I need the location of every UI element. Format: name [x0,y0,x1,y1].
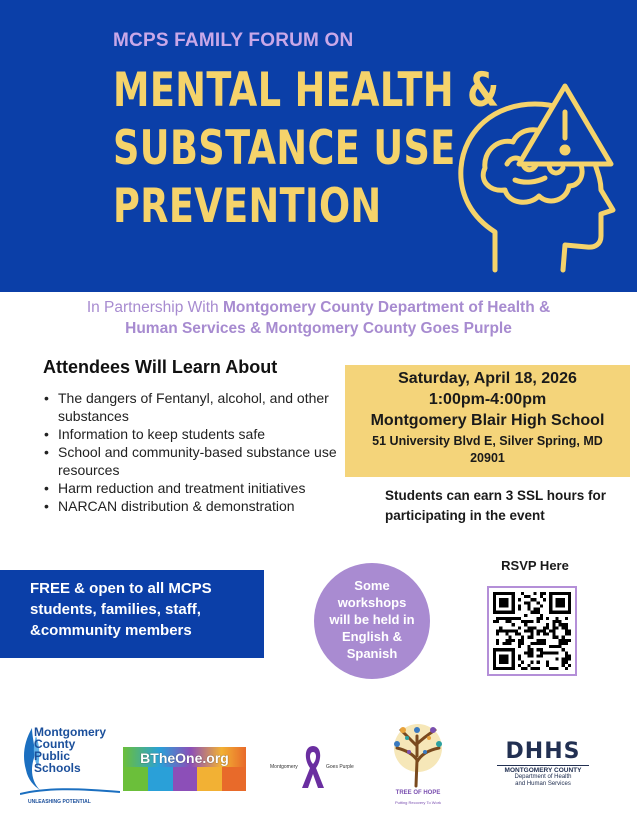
event-address: 51 University Blvd E, Silver Spring, MD 20901 [372,434,603,465]
learn-item: • NARCAN distribution & demonstration [44,497,344,515]
btheone-logo [123,747,246,791]
header-banner [0,0,637,292]
event-time: 1:00pm-4:00pm [428,391,547,408]
mcps-logo [20,724,120,805]
learn-list [44,389,344,515]
btheone-band [123,767,148,791]
goes-purple-right-text: Goes Purple [326,764,354,770]
learn-item: • School and community-based substance use resources [44,443,344,479]
language-badge [314,563,430,679]
learn-item: • Harm reduction and treatment initiatives [44,479,344,497]
btheone-band [222,767,246,791]
mcps-tagline: UNLEASHING POTENTIAL [28,799,91,805]
btheone-band [148,767,173,791]
free-admission-box [0,570,264,658]
tree-of-hope-name: TREE OF HOPE [395,790,441,796]
dhhs-county: MONTGOMERY COUNTY [497,765,589,774]
event-location: Montgomery Blair High School [370,412,605,429]
partnership-partners-line2: Human Services & Montgomery County Goes Purple [125,320,512,337]
dhhs-dept-line-2: and Human Services [515,781,571,787]
free-line-3: &community members [30,622,192,639]
dhhs-logo [497,740,589,800]
mcps-line-2: County [34,737,76,751]
rsvp-qr-code[interactable] [487,586,577,676]
partnership-lead: In Partnership With [86,299,223,316]
title-line-1: MENTAL HEALTH & [113,63,500,118]
mcps-line-4: Schools [34,761,81,775]
partnership-partners-line1: Montgomery County Department of Health & [222,299,551,316]
mcps-wave-icon [20,788,120,796]
btheone-band [197,767,222,791]
goes-purple-left-text: Montgomery [270,764,298,770]
page-title [113,62,500,236]
language-text: Some workshops will be held in English & Spanish [329,578,415,661]
dhhs-name: DHHS [505,739,581,764]
free-line-1: FREE & open to all MCPS [30,580,212,597]
btheone-name: BTheOne.org [140,750,229,766]
mcps-line-1: Montgomery [34,725,106,739]
ssl-hours-note: Students can earn 3 SSL hours for participating in the event [385,488,607,523]
title-line-2: SUBSTANCE USE [113,121,456,176]
learn-item: • Information to keep students safe [44,425,344,443]
learn-item: • The dangers of Fentanyl, alcohol, and other substances [44,389,344,425]
event-details-box [345,365,630,477]
btheone-band [173,767,197,791]
sponsor-logos [0,722,637,812]
dhhs-dept-line-1: Department of Health [514,774,572,780]
title-line-3: PREVENTION [113,179,382,234]
mcps-line-3: Public [34,749,71,763]
tree-of-hope-logo [383,722,453,810]
partnership-statement [0,297,637,339]
purple-ribbon-icon [298,742,328,792]
free-line-2: students, families, staff, [30,601,201,618]
event-date: Saturday, April 18, 2026 [398,370,577,387]
learn-heading: Attendees Will Learn About [43,357,278,377]
goes-purple-logo [268,736,358,798]
tree-icon [383,722,453,788]
forum-kicker: MCPS FAMILY FORUM ON [113,30,354,51]
rsvp-label: RSVP Here [501,558,569,573]
qr-code-icon [493,592,571,670]
mcps-wordmark [34,726,106,774]
tree-of-hope-tagline: Putting Recovery To Work [394,800,442,805]
head-warning-icon [445,72,630,277]
